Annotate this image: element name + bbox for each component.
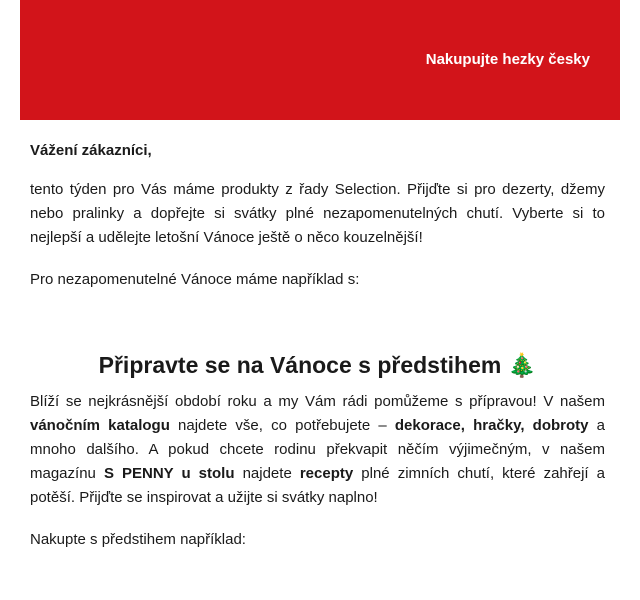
body-text-3: a mnoho dalšího. A pokud chcete rodinu překvapit něčím výjimečným, v našem magazínu — [30, 417, 605, 482]
body-text-4: najdete — [234, 465, 300, 482]
catalog-link[interactable]: vánočním katalogu — [30, 417, 170, 434]
section-title — [30, 350, 605, 380]
decorations-link[interactable]: dekorace, hračky, dobroty — [394, 417, 589, 434]
section-title-text: Připravte se na Vánoce s předstihem — [98, 352, 502, 378]
section-body-paragraph — [30, 390, 605, 510]
buy-lead-text: Nakupte s předstihem například: — [30, 531, 246, 548]
christmas-tree-icon: 🎄 — [507, 352, 537, 378]
magazine-link[interactable]: S PENNY u stolu — [103, 465, 235, 482]
body-text-1: Blíží se nejkrásnější období roku a my Vám rádi pomůžeme s přípravou! V našem — [30, 393, 605, 410]
greeting: Vážení zákazníci, — [30, 142, 152, 159]
example-lead-text: Pro nezapomenutelné Vánoce máme například s: — [30, 271, 360, 288]
recipes-link[interactable]: recepty — [299, 465, 354, 482]
header-banner — [20, 0, 620, 120]
email-content — [30, 140, 605, 552]
header-tagline[interactable]: Nakupujte hezky česky — [425, 51, 590, 68]
body-text-5: plné zimních chutí, které zahřejí a potěší. Přijďte se inspirovat a užijte si svátky naplno! — [30, 465, 605, 506]
body-text-2: najdete vše, co potřebujete – — [169, 417, 395, 434]
intro-paragraph: tento týden pro Vás máme produkty z řady Selection. Přijďte si pro dezerty, džemy nebo pralinky a dopřejte si svátky plné nezapomenutelných chutí. Vyberte si to nejlepší a udělejte letošní Vánoce ještě o něco kouzelnější! — [30, 181, 605, 246]
